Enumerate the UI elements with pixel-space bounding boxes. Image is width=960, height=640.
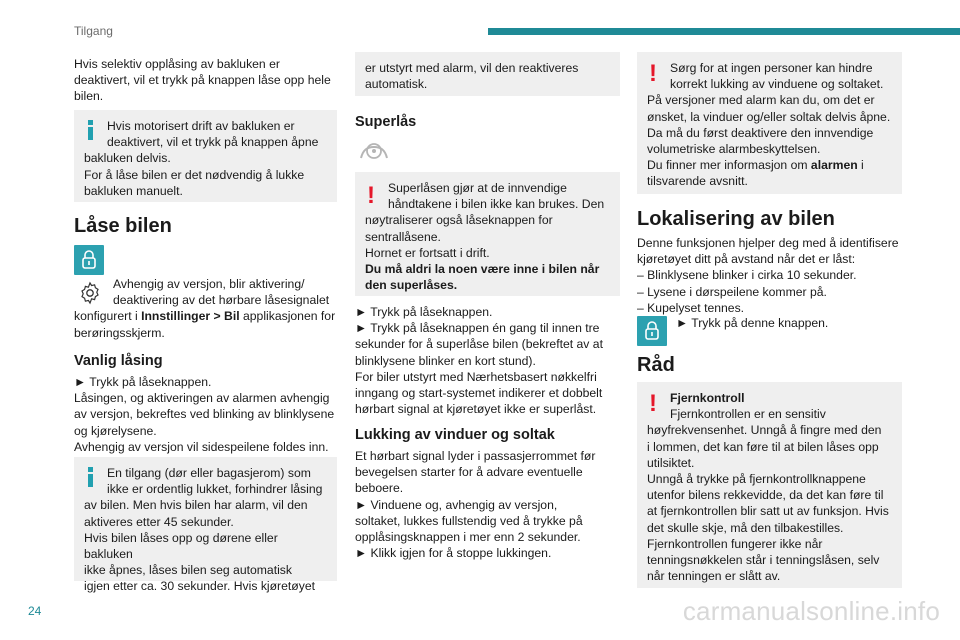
warning-icon: ! [367,182,375,209]
info-icon [88,467,94,487]
steering-wheel-icon [359,140,387,160]
normal-locking-text: ► Trykk på låseknappen. Låsingen, og aktiveringen av alarmen avhengig av versjon, bekreftes ved blinking av blinklysene og kjørelysene. Avhengig av versjon vil sidespeilene foldes inn. [74,375,335,454]
locate-press-instruction: ► Trykk på denne knappen. [676,316,829,330]
heading-lock-car: Låse bilen [74,215,172,237]
heading-closing-windows: Lukking av vinduer og soltak [355,427,555,443]
warning-box-superlock: ! Superlåsen gjør at de innvendige håndtakene i bilen ikke kan brukes. Den nøytraliserer også låseknappen for sentrallåsene. Hornet er fortsatt i drift. Du må aldri la noen være inne i bilen når den superlåses. [355,172,620,296]
warning-icon: ! [649,390,657,417]
settings-path: Innstillinger > Bil [141,309,240,324]
lock-button-icon [74,245,104,275]
info-icon [88,120,94,140]
watermark: carmanualsonline.info [682,596,940,626]
heading-superlock: Superlås [355,114,417,130]
superlock-steps: ► Trykk på låseknappen. ► Trykk på låseknappen én gang til innen tre sekunder for å superlåse bilen (bekreftet av at blinklysene blinker en kort stund). For biler utstyrt med Nærhetsbasert nøkkelfri inngang og start-systemet indikerer et dobbelt hørbart signal at kjøretøyet ikke er superlåst. [355,305,603,417]
warning-icon: ! [649,60,657,87]
page-header-title: Tilgang [74,24,113,38]
closing-windows-text: Et hørbart signal lyder i passasjerrommet før bevegelsen starter for å advare eventuelle beboere. ► Vinduene og, avhengig av versjon, soltaket, lukkes fullstendig ved å trykke på opplåsingsknappen i mer enn 2 sekunder. ► Klikk igjen for å stoppe lukkingen. [355,449,596,561]
sound-signal-setting-text: Avhengig av versjon, blir aktivering/ deaktivering av det hørbare låsesignalet konfigurert i Innstillinger > Bil applikasjonen for berøringsskjerm. [74,277,336,340]
heading-advice: Råd [637,354,675,376]
header-accent-bar [488,28,960,35]
info-box-continued: er utstyrt med alarm, vil den reaktiveres automatisk. [355,52,620,96]
intro-paragraph: Hvis selektiv opplåsing av bakluken er deaktivert, vil et trykk på knappen låse opp hele bilen. [74,57,331,104]
info-box-locking: En tilgang (dør eller bagasjerom) som ikke er ordentlig lukket, forhindrer låsing av bilen. Men hvis bilen har alarm, vil den aktiveres etter 45 sekunder. Hvis bilen låses opp og dørene eller bakluken ikke åpnes, låses bilen seg automatisk igjen etter ca. 30 sekunder. Hvis kjøretøyet [74,457,337,581]
warning-box-windows: ! Sørg for at ingen personer kan hindre korrekt lukking av vinduene og soltaket. På versjoner med alarm kan du, om det er ønsket, la vinduer og/eller soltak delvis åpne. Da må du først deaktivere den innvendige volumetriske alarmbeskyttelsen. Du finner mer informasjon om alarmen i tilsvarende avsnitt. [637,52,902,194]
info-box-tailgate: Hvis motorisert drift av bakluken er deaktivert, vil et trykk på knappen åpne bakluken delvis. For å låse bilen er det nødvendig å lukke bakluken manuelt. [74,110,337,202]
lock-button-icon [637,316,667,346]
locate-car-text: Denne funksjonen hjelper deg med å identifisere kjøretøyet ditt på avstand når det er låst: – Blinklysene blinker i cirka 10 sekunder. – Lysene i dørspeilene kommer på. – Kupelyset tennes. [637,236,899,315]
heading-locate-car: Lokalisering av bilen [637,208,835,230]
warning-box-remote: ! Fjernkontroll Fjernkontrollen er en sensitiv høyfrekvensenhet. Unngå å fingre med den i lommen, det kan føre til at bilen låses opp utilsiktet. Unngå å trykke på fjernkontrollknappene utenfor bilens rekkevidde, da det kan føre til at fjernkontrollen blir satt ut av funksjon. Hvis det skulle skje, må den tilbakestilles. Fjernkontrollen fungerer ikke når tenningsnøkkelen står i tenningslåsen, selv når tenningen er slått av. [637,382,902,588]
heading-normal-locking: Vanlig låsing [74,353,163,369]
alarm-link-text: alarmen [810,158,858,173]
page-number: 24 [28,604,42,618]
